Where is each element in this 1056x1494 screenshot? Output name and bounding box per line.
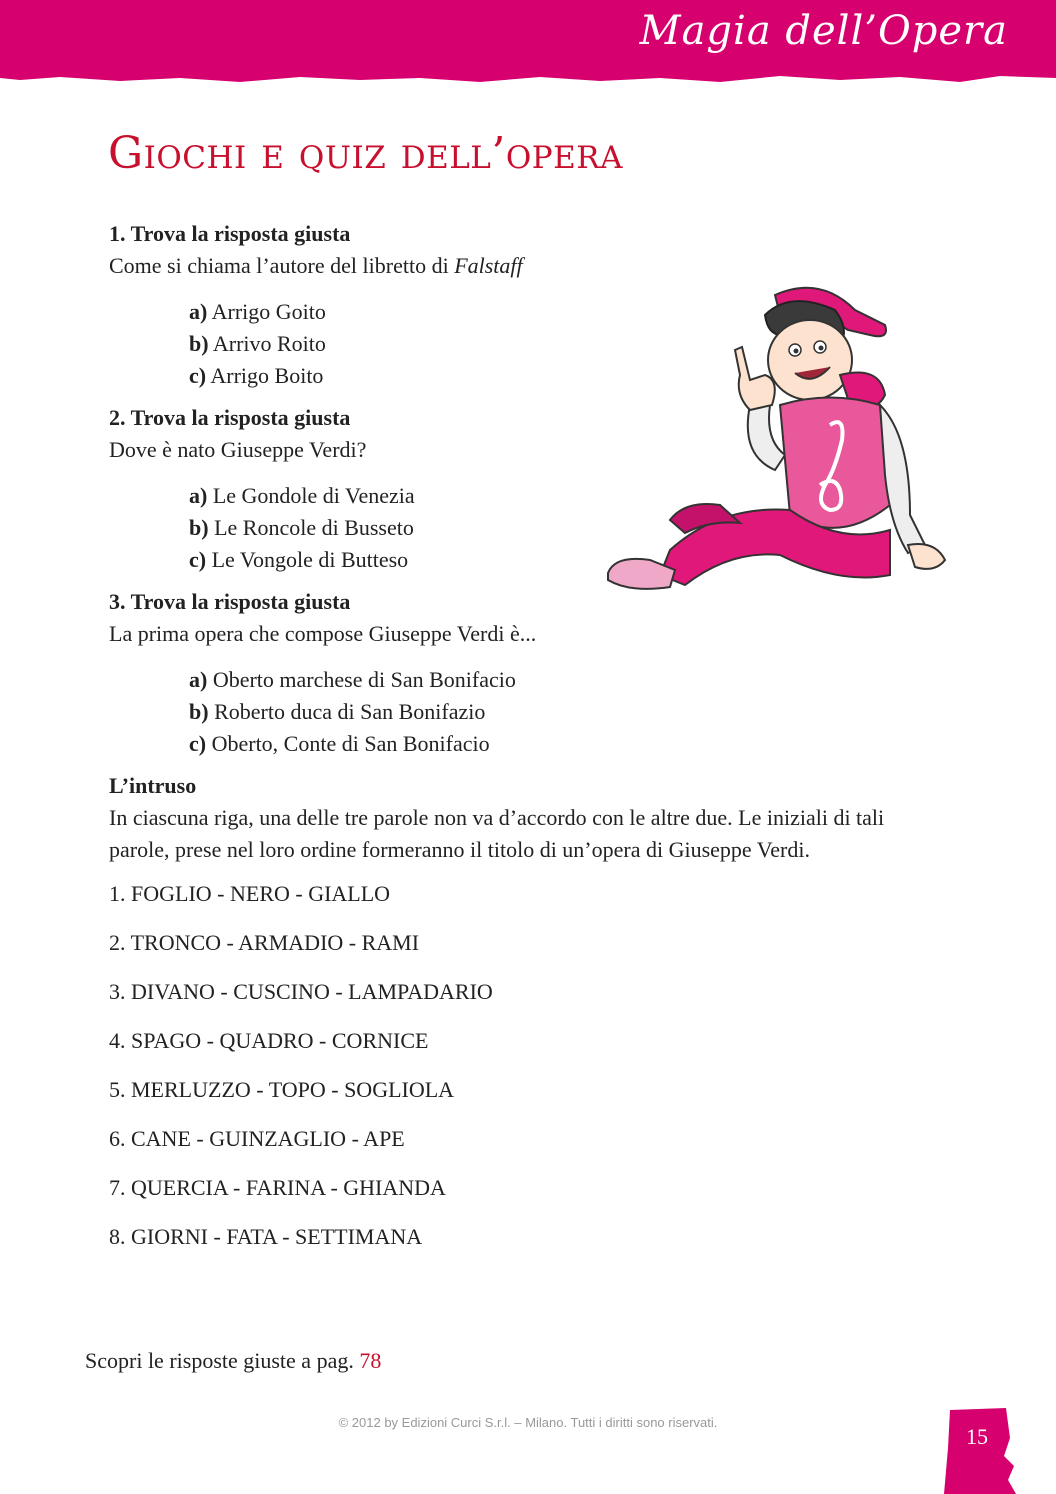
intruso-row: 5. MERLUZZO - TOPO - SOGLIOLA (109, 1077, 455, 1102)
intruso-heading: L’intruso (109, 773, 197, 798)
question-text-main: Come si chiama l’autore del libretto di (109, 253, 455, 278)
option-text: Roberto duca di San Bonifazio (208, 699, 486, 724)
option-letter: c) (189, 731, 207, 756)
copyright: © 2012 by Edizioni Curci S.r.l. – Milano. Tutti i diritti sono riservati. (338, 1415, 718, 1430)
intruso-text: In ciascuna riga, una delle tre parole non va d’accordo con le altre due. Le iniziali di tali parole, prese nel loro ordine formeranno il titolo di un’opera di Giuseppe Verdi. (109, 805, 885, 862)
option-letter: b) (189, 699, 209, 724)
answers-reference (85, 1348, 381, 1374)
question-text: Dove è nato Giuseppe Verdi? (109, 437, 367, 462)
answers-page-link[interactable]: 78 (359, 1348, 382, 1373)
option-text: Oberto marchese di San Bonifacio (207, 667, 516, 692)
option-letter: a) (189, 667, 208, 692)
page-title: Giochi e quiz dell’opera (108, 128, 623, 179)
option-text: Le Roncole di Busseto (208, 515, 414, 540)
intruso-row: 8. GIORNI - FATA - SETTIMANA (109, 1224, 423, 1249)
intruso-row: 1. FOGLIO - NERO - GIALLO (109, 881, 391, 906)
option-letter: c) (189, 363, 207, 388)
question-heading: 2. Trova la risposta giusta (109, 405, 351, 430)
option (189, 696, 969, 728)
banner-title: Magia dell’Opera (639, 8, 1008, 54)
page-number-tab (944, 1408, 1056, 1494)
intruso-row: 3. DIVANO - CUSCINO - LAMPADARIO (109, 979, 493, 1004)
option-letter: b) (189, 515, 209, 540)
option (189, 728, 969, 760)
option-text: Arrigo Goito (207, 299, 326, 324)
option-text: Arrivo Roito (208, 331, 326, 356)
option-text: Arrigo Boito (206, 363, 324, 388)
intruso-row: 6. CANE - GUINZAGLIO - APE (109, 1126, 405, 1151)
question-heading: 3. Trova la risposta giusta (109, 589, 351, 614)
intruso-row: 4. SPAGO - QUADRO - CORNICE (109, 1028, 429, 1053)
question-text-italic: Falstaff (454, 253, 523, 278)
answers-text: Scopri le risposte giuste a pag. (85, 1348, 360, 1373)
intruso-row: 2. TRONCO - ARMADIO - RAMI (109, 930, 420, 955)
page-number: 15 (966, 1424, 988, 1449)
option-text: Le Vongole di Butteso (206, 547, 409, 572)
option-letter: a) (189, 483, 208, 508)
option (189, 664, 969, 696)
option-text: Oberto, Conte di San Bonifacio (206, 731, 490, 756)
options-list (189, 664, 969, 760)
boy-illustration (590, 255, 960, 635)
option-text: Le Gondole di Venezia (207, 483, 415, 508)
header-banner (0, 0, 1056, 110)
option-letter: c) (189, 547, 207, 572)
question-heading: 1. Trova la risposta giusta (109, 221, 351, 246)
intruso-list (109, 878, 969, 1270)
intruso-row: 7. QUERCIA - FARINA - GHIANDA (109, 1175, 446, 1200)
option-letter: a) (189, 299, 208, 324)
option-letter: b) (189, 331, 209, 356)
question-text: La prima opera che compose Giuseppe Verdi è... (109, 621, 537, 646)
